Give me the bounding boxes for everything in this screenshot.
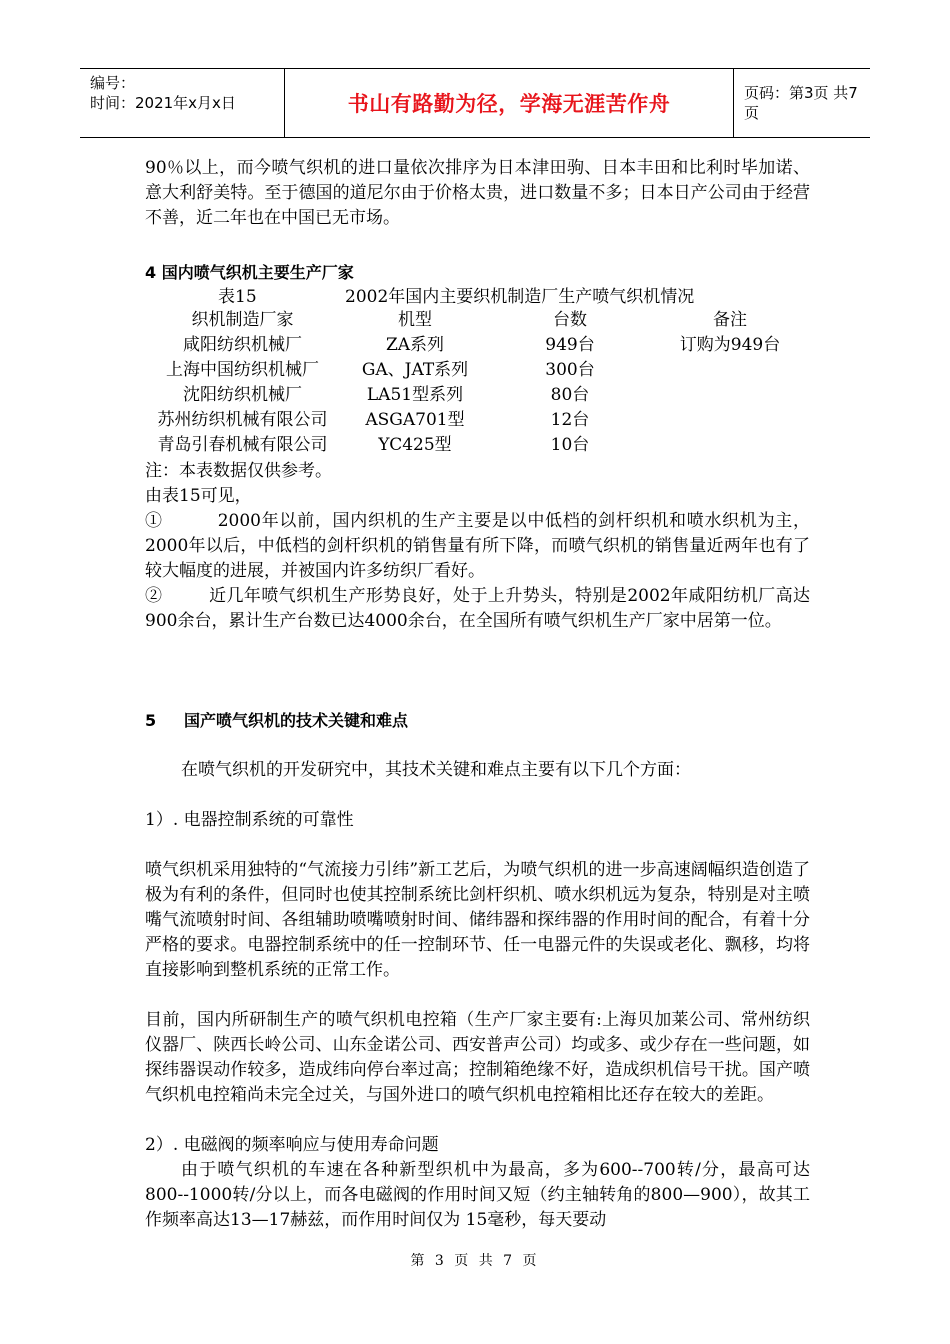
table-cell-count: 949台	[545, 335, 595, 355]
header-motto: 书山有路勤为径，学海无涯苦作舟	[347, 92, 671, 116]
table-cell-maker: 苏州纺织机械有限公司	[157, 410, 328, 430]
paragraph-import-ranking: 90％以上，而今喷气织机的进口量依次排序为日本津田驹、日本丰田和比利时毕加诺、意大利舒美特。至于德国的道尼尔由于价格太贵，进口数量不多；日本日产公司由于经营不善，近二年也在中国已无市场。	[145, 158, 810, 228]
table-cell-count: 12台	[550, 410, 590, 430]
table-header-cell: 机型	[398, 310, 432, 330]
table-number: 表15	[218, 287, 257, 307]
page-footer: 第 3 页 共 7 页	[410, 1253, 540, 1269]
table-cell-count: 300台	[545, 360, 595, 380]
list-item-2: ② 近几年喷气织机生产形势良好，处于上升势头，特别是2002年咸阳纺机厂高达900余台，累计生产台数已达4000余台，在全国所有喷气织机生产厂家中居第一位。	[145, 586, 810, 631]
list-item-1: ① 2000年以前，国内织机的生产主要是以中低档的剑杆织机和喷水织机为主，2000年以后，中低档的剑杆织机的销售量有所下降，而喷气织机的销售量近两年也有了较大幅度的进展，并被国内许多纺织厂看好。	[145, 511, 810, 581]
table-note: 注：本表数据仅供参考。	[145, 461, 332, 481]
table-header-cell: 台数	[553, 310, 587, 330]
header-right-cell	[734, 69, 870, 137]
table-cell-maker: 咸阳纺织机械厂	[183, 335, 302, 355]
section-5-heading: 5 国产喷气织机的技术关键和难点	[145, 711, 408, 730]
table-cell-model: YC425型	[378, 435, 452, 455]
serial-label: 编号：	[90, 74, 136, 92]
header-left-cell	[80, 69, 285, 137]
page-header	[80, 68, 870, 138]
page-indicator: 页码：第3页 共7页	[744, 84, 858, 122]
table-row	[145, 358, 810, 383]
table-cell-remark: 订购为949台	[679, 335, 781, 355]
table-cell-model: LA51型系列	[366, 385, 464, 405]
table-row	[145, 408, 810, 433]
section-4-heading: 4 国内喷气织机主要生产厂家	[145, 263, 354, 282]
table-cell-model: ZA系列	[385, 335, 445, 355]
table-cell-maker: 青岛引春机械有限公司	[157, 435, 328, 455]
table-row	[145, 433, 810, 458]
table-cell-model: GA、JAT系列	[361, 360, 469, 380]
paragraph-from-table: 由表15可见，	[145, 486, 252, 506]
table-title: 2002年国内主要织机制造厂生产喷气织机情况	[345, 287, 695, 307]
table-header-row	[145, 308, 810, 333]
table-cell-count: 80台	[550, 385, 590, 405]
table-cell-count: 10台	[550, 435, 590, 455]
table-cell-maker: 沈阳纺织机械厂	[183, 385, 302, 405]
time-label: 时间：2021年x月x日	[90, 94, 236, 112]
table-header-cell: 织机制造厂家	[191, 310, 294, 330]
table-row	[145, 383, 810, 408]
paragraph-electric-control: 喷气织机采用独特的“气流接力引纬”新工艺后，为喷气织机的进一步高速阔幅织造创造了极为有利的条件，但同时也使其控制系统比剑杆织机、喷水织机远为复杂，特别是对主喷嘴气流喷射时间、各组辅助喷嘴喷射时间、储纬器和探纬器的作用时间的配合，有着十分严格的要求。电器控制系统中的任一控制环节、任一电器元件的失误或老化、飘移，均将直接影响到整机系统的正常工作。	[145, 860, 810, 980]
paragraph-current-status: 目前，国内所研制生产的喷气织机电控箱（生产厂家主要有:上海贝加莱公司、常州纺织仪器厂、陕西长岭公司、山东金诺公司、西安普声公司）均或多、或少存在一些问题，如探纬器误动作较多，造成纬向停台率过高；控制箱绝缘不好，造成织机信号干扰。国产喷气织机电控箱尚未完全过关，与国外进口的喷气织机电控箱相比还存在较大的差距。	[145, 1010, 810, 1105]
table-cell-maker: 上海中国纺织机械厂	[166, 360, 319, 380]
table-cell-model: ASGA701型	[365, 410, 465, 430]
table-header-cell: 备注	[713, 310, 747, 330]
header-middle-cell	[285, 69, 734, 137]
table-row	[145, 333, 810, 358]
paragraph-solenoid-valve: 由于喷气织机的车速在各种新型织机中为最高，多为600--700转/分，最高可达800--1000转/分以上，而各电磁阀的作用时间又短（约主轴转角的800—900），故其工作频率高达13—17赫兹，而作用时间仅为 15毫秒，每天要动	[145, 1160, 810, 1230]
subsection-2-heading: 2）. 电磁阀的频率响应与使用寿命问题	[145, 1135, 439, 1155]
subsection-1-heading: 1）. 电器控制系统的可靠性	[145, 810, 354, 830]
paragraph-section-5-intro: 在喷气织机的开发研究中，其技术关键和难点主要有以下几个方面：	[181, 760, 691, 780]
